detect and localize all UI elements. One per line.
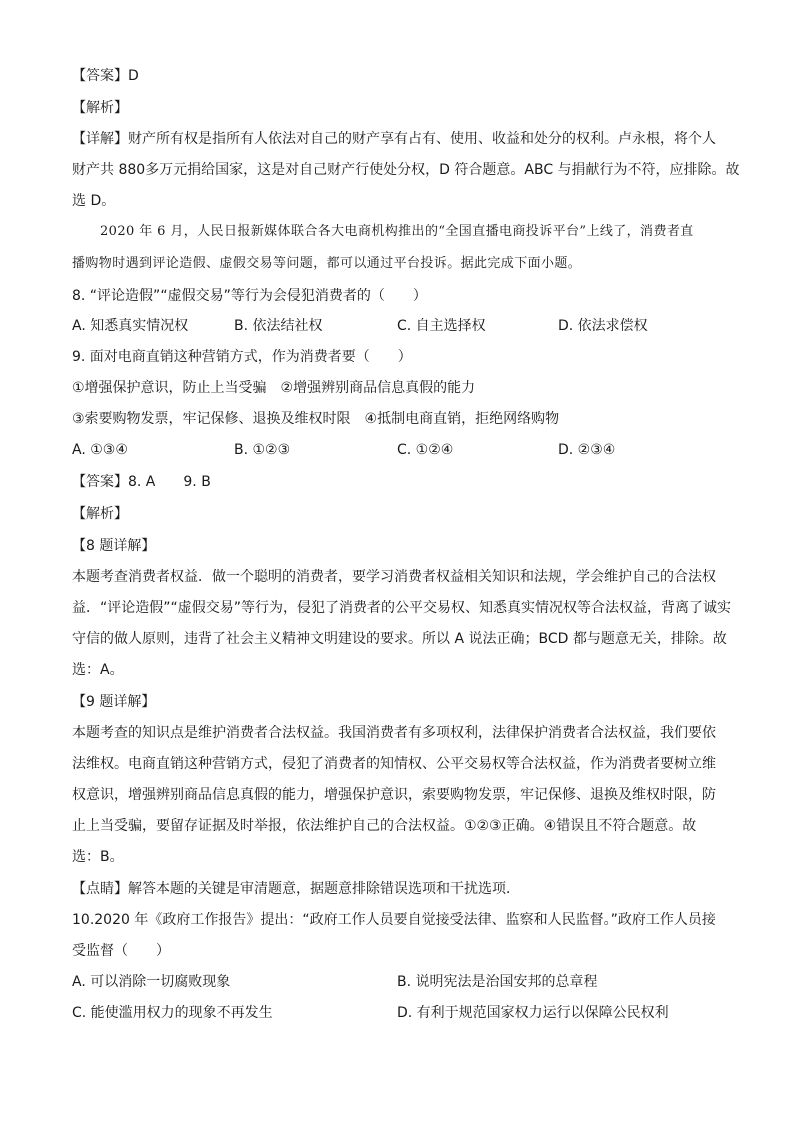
q8-option-a: A. 知悉真实情况权 [72, 318, 189, 334]
q8-option-c: C. 自主选择权 [397, 318, 486, 334]
answer-label: 【答案】8. A 9. B [72, 474, 211, 490]
material-line: 2020 年 6 月，人民日报新媒体联合各大电商机构推出的“全国直播电商投诉平台”上线了，消费者直 [100, 224, 694, 239]
q9-detail-line: 本题考查的知识点是维护消费者合法权益。我国消费者有多项权利，法律保护消费者合法权益，我们要依 [72, 725, 716, 741]
q9-option-a: A. ①③④ [72, 442, 128, 458]
q8-option-d: D. 依法求偿权 [558, 318, 648, 334]
analysis-label: 【解析】 [72, 100, 128, 116]
q10-option-a: A. 可以消除一切腐败现象 [72, 974, 231, 990]
q10-option-d: D. 有利于规范国家权力运行以保障公民权利 [397, 1005, 669, 1021]
material-line: 播购物时遇到评论造假、虚假交易等问题，都可以通过平台投诉。据此完成下面小题。 [72, 256, 582, 271]
q8-detail-line: 选：A。 [72, 662, 124, 678]
q8-detail-line: 益．“评论造假”“虚假交易”等行为，侵犯了消费者的公平交易权、知悉真实情况权等合法权益，背离了诚实 [72, 600, 732, 616]
q10-option-b: B. 说明宪法是治国安邦的总章程 [397, 974, 598, 990]
q9-detail-line: 选：B。 [72, 849, 124, 865]
question-10-stem: 10.2020 年《政府工作报告》提出：“政府工作人员要自觉接受法律、监察和人民监督。”政府工作人员接 [72, 912, 716, 928]
q8-option-b: B. 依法结社权 [234, 318, 323, 334]
q9-statement-line: ①增强保护意识，防止上当受骗 ②增强辨别商品信息真假的能力 [72, 380, 476, 396]
q9-detail-line: 止上当受骗，要留存证据及时举报，依法维护自己的合法权益。①②③正确。④错误且不符合题意。故 [72, 818, 697, 834]
q8-detail-line: 守信的做人原则，违背了社会主义精神文明建设的要求。所以 A 说法正确；BCD 都与题意无关，排除。故 [72, 631, 727, 647]
tip-line: 【点睛】解答本题的关键是审清题意，据题意排除错误选项和干扰选项． [72, 881, 520, 897]
q8-detail-heading: 【8 题详解】 [72, 538, 156, 554]
q9-option-c: C. ①②④ [397, 442, 454, 458]
q9-detail-heading: 【9 题详解】 [72, 694, 156, 710]
question-9-stem: 9. 面对电商直销这种营销方式，作为消费者要（ ） [72, 349, 412, 365]
detail-line: 【详解】财产所有权是指所有人依法对自己的财产享有占有、使用、收益和处分的权利。卢永根，将个人 [72, 131, 716, 147]
q9-option-b: B. ①②③ [234, 442, 291, 458]
q10-option-c: C. 能使滥用权力的现象不再发生 [72, 1005, 273, 1021]
q9-statement-line: ③索要购物发票，牢记保修、退换及维权时限 ④抵制电商直销，拒绝网络购物 [72, 411, 560, 427]
q9-option-d: D. ②③④ [558, 442, 616, 458]
q9-detail-line: 法维权。电商直销这种营销方式，侵犯了消费者的知情权、公平交易权等合法权益，作为消费者要树立维 [72, 756, 716, 772]
analysis-label: 【解析】 [72, 506, 128, 522]
question-10-stem: 受监督（ ） [72, 943, 170, 959]
answer-label: 【答案】D [72, 68, 139, 84]
question-8-stem: 8. “评论造假”“虚假交易”等行为会侵犯消费者的（ ） [72, 288, 427, 304]
detail-line: 财产共 880多万元捐给国家，这是对自己财产行使处分权，D 符合题意。ABC 与捐献行为不符，应排除。故 [72, 162, 740, 178]
detail-line: 选 D。 [72, 193, 116, 209]
q9-detail-line: 权意识，增强辨别商品信息真假的能力，增强保护意识，索要购物发票，牢记保修、退换及维权时限，防 [72, 787, 716, 803]
q8-detail-line: 本题考查消费者权益．做一个聪明的消费者，要学习消费者权益相关知识和法规，学会维护自己的合法权 [72, 569, 716, 585]
